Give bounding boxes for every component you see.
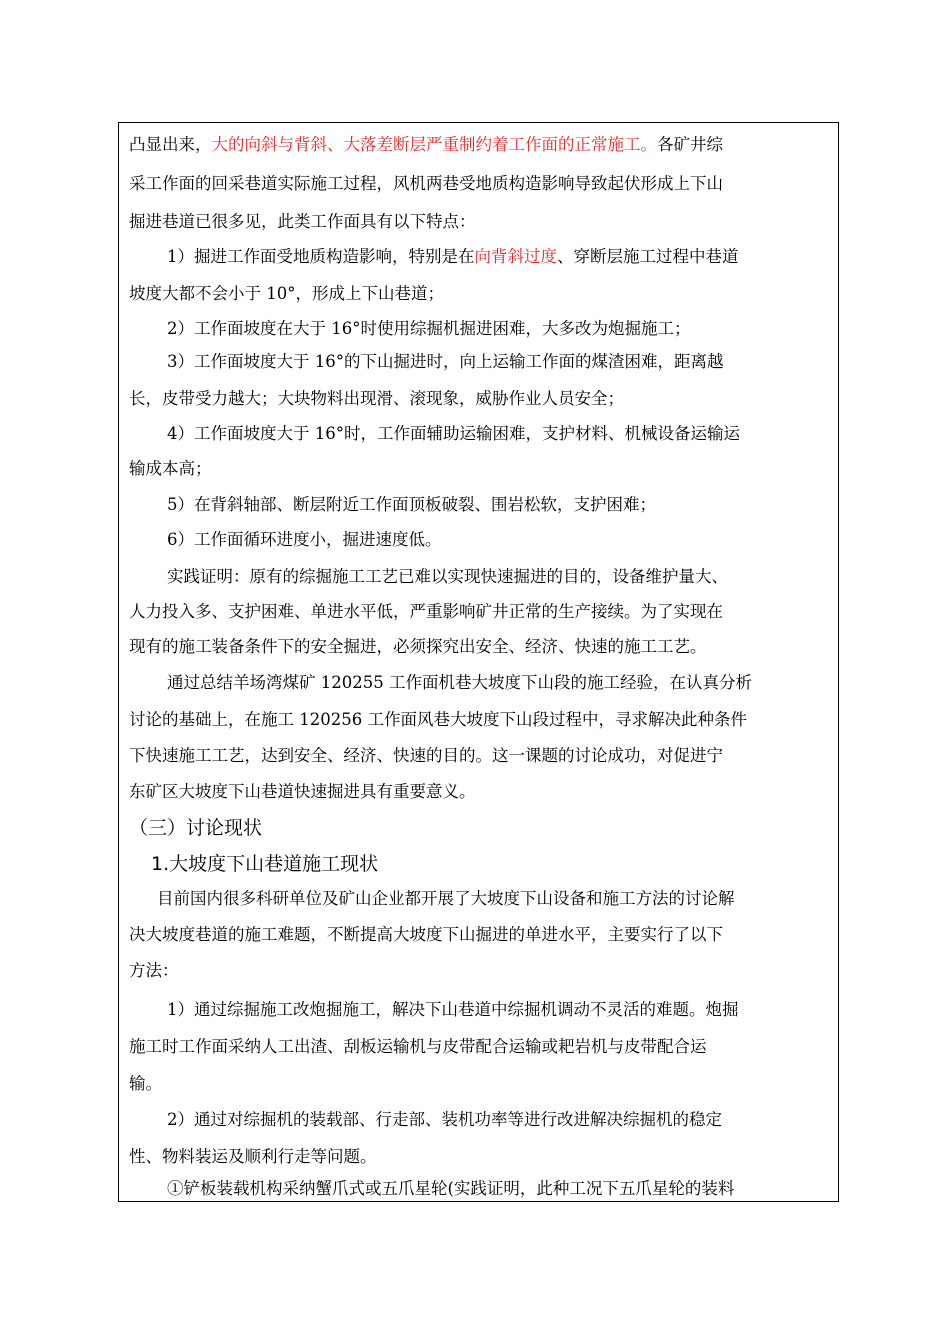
list-item: 2）工作面坡度在大于 16°时使用综掘机掘进困难，大多改为炮掘施工；: [167, 319, 691, 338]
list-item-continuation: 性、物料装运及顺利行走等问题。: [129, 1147, 377, 1166]
list-item-continuation: 坡度大都不会小于 10°，形成上下山巷道；: [129, 284, 444, 303]
list-item: ①铲板装载机构采纳蟹爪式或五爪星轮(实践证明，此种工况下五爪星轮的装料: [167, 1179, 735, 1198]
paragraph-line: 实践证明：原有的综掘施工工艺已难以实现快速掘进的目的，设备维护量大、: [167, 567, 728, 586]
text-span: 各矿井综: [657, 135, 723, 154]
list-item-continuation: 施工时工作面采纳人工出渣、刮板运输机与皮带配合运输或耙岩机与皮带配合运: [129, 1037, 707, 1056]
paragraph-line: 掘进巷道已很多见，此类工作面具有以下特点：: [129, 212, 476, 231]
highlighted-text: 向背斜过度: [474, 247, 557, 266]
subsection-heading: 1.大坡度下山巷道施工现状: [151, 853, 379, 875]
list-item-continuation: 输。: [129, 1074, 162, 1093]
list-item: 1）通过综掘施工改炮掘施工，解决下山巷道中综掘机调动不灵活的难题。炮掘: [167, 1000, 739, 1019]
text-span: 1）掘进工作面受地质构造影响，特别是在: [167, 247, 475, 266]
paragraph-line: 人力投入多、支护困难、单进水平低，严重影响矿井正常的生产接续。为了实现在: [129, 602, 723, 621]
paragraph-line: 方法：: [129, 961, 179, 980]
document-frame: [118, 122, 839, 1202]
paragraph-line: 东矿区大坡度下山巷道快速掘进具有重要意义。: [129, 782, 476, 801]
list-item: 6）工作面循环进度小，掘进速度低。: [167, 530, 442, 549]
paragraph-line: 下快速施工工艺，达到安全、经济、快速的目的。这一课题的讨论成功，对促进宁: [129, 746, 723, 765]
section-heading: （三）讨论现状: [129, 817, 263, 839]
paragraph-line: 采工作面的回采巷道实际施工过程，风机两巷受地质构造影响导致起伏形成上下山: [129, 174, 723, 193]
list-item: 4）工作面坡度大于 16°时，工作面辅助运输困难，支护材料、机械设备运输运: [167, 424, 740, 443]
list-item-continuation: 输成本高；: [129, 459, 212, 478]
list-item: 3）工作面坡度大于 16°的下山掘进时，向上运输工作面的煤渣困难，距离越: [167, 352, 724, 371]
paragraph-line: 讨论的基础上，在施工 120256 工作面风巷大坡度下山段过程中，寻求解决此种条件: [129, 710, 747, 729]
list-item-continuation: 长，皮带受力越大；大块物料出现滑、滚现象，威胁作业人员安全；: [129, 389, 624, 408]
list-item: 2）通过对综掘机的装载部、行走部、装机功率等进行改进解决综掘机的稳定: [167, 1110, 722, 1129]
paragraph-line: 目前国内很多科研单位及矿山企业都开展了大坡度下山设备和施工方法的讨论解: [157, 889, 735, 908]
highlighted-text: 大的向斜与背斜、大落差断层严重制约着工作面的正常施工。: [211, 135, 657, 154]
list-item: [167, 245, 739, 269]
paragraph-line: 决大坡度巷道的施工难题，不断提高大坡度下山掘进的单进水平，主要实行了以下: [129, 925, 723, 944]
text-span: 、穿断层施工过程中巷道: [557, 247, 739, 266]
paragraph-line: 现有的施工装备条件下的安全掘进，必须探究出安全、经济、快速的施工工艺。: [129, 637, 707, 656]
paragraph-line: 通过总结羊场湾煤矿 120255 工作面机巷大坡度下山段的施工经验，在认真分析: [167, 673, 752, 692]
paragraph-line: [129, 133, 723, 157]
text-span: 凸显出来，: [129, 135, 212, 154]
list-item: 5）在背斜轴部、断层附近工作面顶板破裂、围岩松软，支护困难；: [167, 495, 656, 514]
